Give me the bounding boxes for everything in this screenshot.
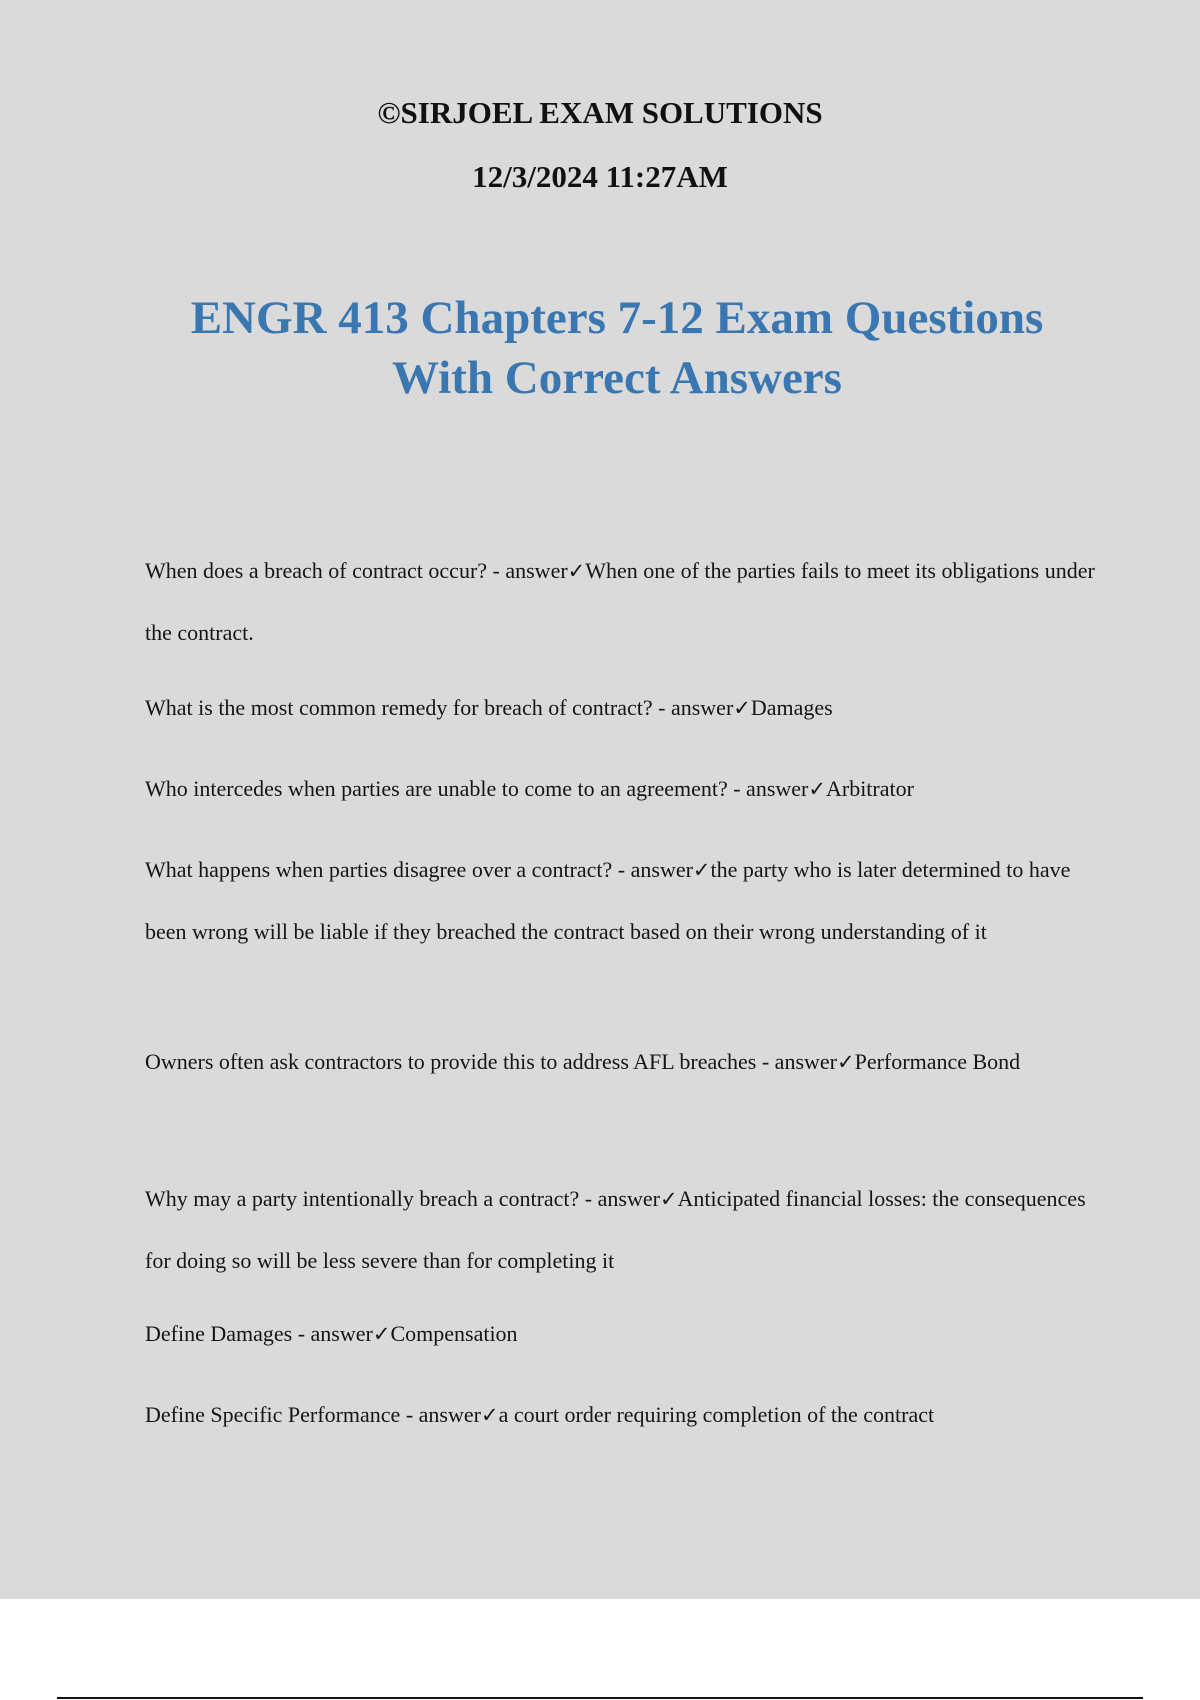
check-icon: ✓ [372, 1322, 391, 1346]
qa-item [145, 677, 1105, 739]
question-text: What happens when parties disagree over a contract? - answer [145, 857, 693, 882]
question-text: What is the most common remedy for breach of contract? - answer [145, 695, 734, 720]
answer-text: the party who is later determined to have been wrong will be liable if they breached the contract based on their wrong understanding of it [145, 857, 1071, 944]
question-text: Define Damages - answer [145, 1321, 373, 1346]
check-icon: ✓ [733, 696, 751, 720]
answer-text: Arbitrator [825, 776, 914, 801]
qa-item [145, 839, 1105, 962]
answer-text: Damages [750, 695, 833, 720]
qa-item [145, 1031, 1105, 1093]
check-icon: ✓ [567, 559, 586, 583]
check-icon: ✓ [837, 1050, 855, 1074]
qa-item [145, 540, 1105, 663]
question-text: Owners often ask contractors to provide this to address AFL breaches - answer [145, 1049, 837, 1074]
answer-text: When one of the parties fails to meet its obligations under the contract. [145, 558, 1095, 645]
title-line-1: ENGR 413 Chapters 7-12 Exam Questions [190, 292, 1044, 344]
question-text: Who intercedes when parties are unable to come to an agreement? - answer [145, 776, 809, 801]
answer-text: Anticipated financial losses: the consequences for doing so will be less severe than for completing it [145, 1186, 1086, 1273]
footer-divider [57, 1697, 1143, 1699]
answer-text: a court order requiring completion of the contract [498, 1402, 935, 1427]
qa-item [145, 1303, 1105, 1365]
check-icon: ✓ [659, 1187, 678, 1211]
check-icon: ✓ [692, 858, 711, 882]
copyright-notice: ©SIRJOEL EXAM SOLUTIONS [377, 95, 823, 130]
check-icon: ✓ [480, 1403, 499, 1427]
check-icon: ✓ [808, 777, 826, 801]
qa-item [145, 1168, 1105, 1291]
question-text: When does a breach of contract occur? - answer [145, 558, 568, 583]
title-line-2: With Correct Answers [392, 352, 842, 404]
document-title [100, 288, 1134, 408]
qa-item [145, 1384, 1105, 1446]
qa-item [145, 758, 1105, 820]
document-datetime: 12/3/2024 11:27AM [472, 159, 728, 194]
answer-text: Performance Bond [854, 1049, 1021, 1074]
answer-text: Compensation [390, 1321, 518, 1346]
question-text: Why may a party intentionally breach a contract? - answer [145, 1186, 660, 1211]
question-text: Define Specific Performance - answer [145, 1402, 481, 1427]
